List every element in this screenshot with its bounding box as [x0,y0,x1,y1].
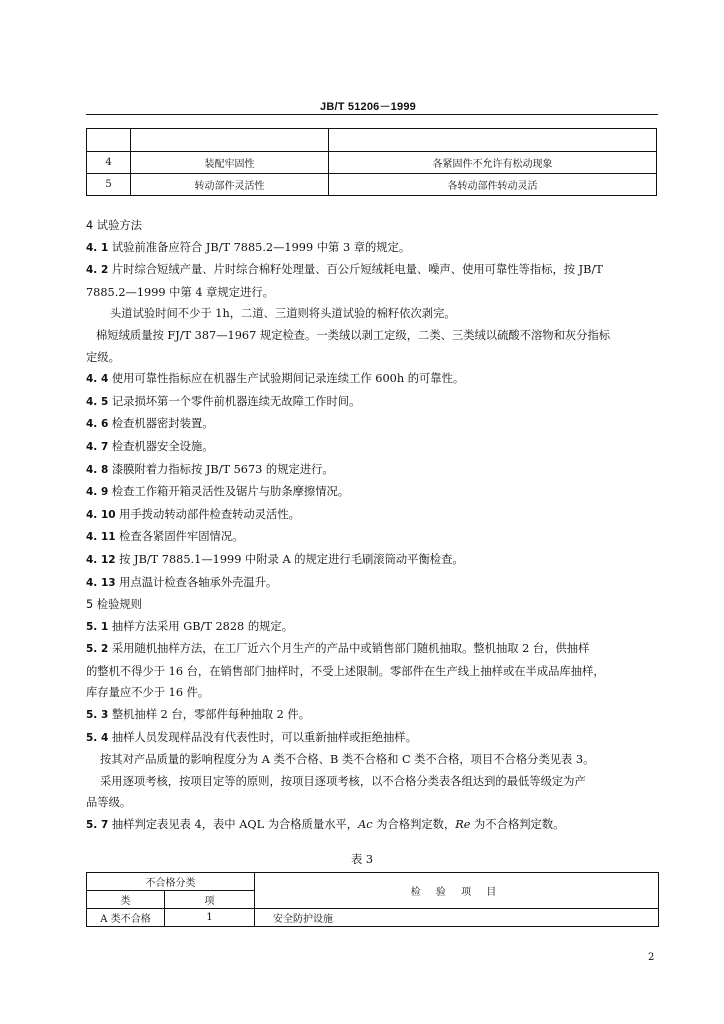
clause [86,526,660,549]
table-header-class: 类 [87,891,165,909]
paragraph [86,325,660,347]
table-cell-item: 转动部件灵活性 [131,174,329,196]
table-cell-requirement: 各紧固件不允许有松动现象 [329,152,657,174]
clause-text: 整机抽样 2 台，零部件每种抽取 2 件。 [111,708,311,722]
table-cell-check-item: 安全防护设施 [255,909,659,927]
clause [86,391,660,414]
clause-text: 抽样人员发现样品没有代表性时，可以重新抽样或拒绝抽样。 [111,730,417,744]
clause [86,704,660,727]
clause-text: 检查工作箱开箱灵活性及锯片与肋条摩擦情况。 [111,485,350,499]
clause [86,481,660,504]
section-number: 5 [86,598,94,612]
clause-number: 5. 7 [86,819,109,832]
ac-symbol: Ac [358,818,373,832]
clause-text: 为合格判定数， [372,818,456,832]
header-rule [86,114,658,115]
clause-text: 检查机器密封装置。 [111,417,214,431]
clause-continuation [86,347,660,369]
table-cell-no: 5 [87,174,131,196]
clause [86,572,660,595]
clause-number: 4. 1 [86,241,109,254]
clause-number: 5. 2 [86,643,109,656]
table-cell-no [87,129,131,152]
clause-number: 4. 10 [86,508,116,521]
table-cell-requirement [329,129,657,152]
table-cell-item [131,129,329,152]
table-cell-requirement: 各转动部件转动灵活 [329,174,657,196]
clause-number: 5. 3 [86,709,109,722]
clause-number: 4. 8 [86,463,109,476]
clause-text: 使用可靠性指标应在机器生产试验期间记录连续工作 600h 的可靠性。 [111,372,465,386]
table-row [87,152,657,174]
clause [86,368,660,391]
standard-number-header: JB/T 51206－1999 [320,101,416,113]
nonconformity-classification-table [86,872,659,927]
clause [86,459,660,482]
clause-number: 5. 1 [86,620,109,633]
table-header-row [87,873,659,891]
clause-number: 4. 6 [86,418,109,431]
table-cell-item: 装配牢固性 [131,152,329,174]
table-header-check-items: 检 验 项 目 [255,873,659,909]
section-title: 试验方法 [96,219,142,232]
table-cell-class: A 类不合格 [87,909,165,927]
clause-number: 5. 4 [86,731,109,744]
section-heading [86,215,660,237]
clause-text: 为不合格判定数。 [470,818,565,832]
clause [86,638,660,661]
clause [86,237,660,260]
section-title: 检验规则 [96,598,142,612]
clause [86,259,660,282]
clause-text: 棉短绒质量按 FJ/T 387—1967 规定检查。一类绒以剥工定级，二类、三类绒以硫酸不溶物和灰分指标 [96,328,611,342]
table-row [87,174,657,196]
section-number: 4 [86,219,94,232]
clause-number: 4. 7 [86,440,109,453]
clause-text: 采用逐项考核，按项目定等的原则，按项目逐项考核，以不合格分类表各组达到的最低等级定为产 [100,774,586,788]
clause-text: 按 JB/T 7885.1—1999 中附录 A 的规定进行毛刷滚筒动平衡检查。 [119,552,464,566]
clause-text: 用点温计检查各轴承外壳温升。 [119,575,278,589]
clause-continuation [86,282,660,304]
clause-number: 4. 11 [86,531,116,544]
clause [86,549,660,572]
body-text [86,215,660,837]
clause-number: 4. 9 [86,486,109,499]
clause-text: 用手拨动转动部件检查转动灵活性。 [119,507,300,521]
paragraph [86,771,660,793]
clause [86,727,660,750]
clause-text: 抽样判定表见表 4，表中 AQL 为合格质量水平， [111,818,359,832]
clause-text: 试验前准备应符合 JB/T 7885.2—1999 中第 3 章的规定。 [111,240,411,254]
clause-number: 4. 12 [86,553,116,566]
clause-text: 采用随机抽样方法，在工厂近六个月生产的产品中或销售部门随机抽取。整机抽取 2 台，供抽样 [111,642,590,656]
clause-continuation [86,661,660,683]
clause-number: 4. 13 [86,576,116,589]
clause [86,413,660,436]
continued-requirements-table [86,128,657,196]
clause-text: 检查机器安全设施。 [111,439,214,453]
clause [86,504,660,527]
re-symbol: Re [455,818,471,832]
table-header-item: 项 [165,891,255,909]
clause-text: 片时综合短绒产量、片时综合棉籽处理量、百公斤短绒耗电量、噪声、使用可靠性等指标，按 JB/T [111,263,603,277]
page-number: 2 [648,952,655,963]
clause-text: 按其对产品质量的影响程度分为 A 类不合格、B 类不合格和 C 类不合格，项目不合格分类见表 3。 [100,753,595,767]
clause-text: 定级。 [86,350,120,364]
table-row [87,129,657,152]
clause [86,616,660,639]
clause-text: 抽样方法采用 GB/T 2828 的规定。 [111,619,294,633]
clause-text: 头道试验时间不少于 1h，二道、三道则将头道试验的棉籽依次剥完。 [110,307,456,321]
clause-text: 7885.2—1999 中第 4 章规定进行。 [86,285,274,299]
clause [86,436,660,459]
paragraph [86,303,660,325]
clause-continuation [86,792,660,814]
clause [86,814,660,837]
section-heading [86,594,660,616]
clause-text: 库存量应不少于 16 件。 [86,686,210,700]
clause-text: 的整机不得少于 16 台，在销售部门抽样时，不受上述限制。零部件在生产线上抽样或在半成品库抽样， [86,664,605,678]
clause-number: 4. 4 [86,373,109,386]
clause-text: 记录损坏第一个零件前机器连续无故障工作时间。 [111,394,361,408]
table-cell-item: 1 [165,909,255,927]
table-caption: 表 3 [350,853,374,866]
table-header-group: 不合格分类 [87,873,255,891]
clause-text: 品等级。 [86,796,132,810]
table-cell-no: 4 [87,152,131,174]
clause-number: 4. 2 [86,264,109,277]
table-row [87,909,659,927]
clause-text: 检查各紧固件牢固情况。 [119,530,244,544]
paragraph [86,749,660,771]
clause-text: 漆膜附着力指标按 JB/T 5673 的规定进行。 [111,462,334,476]
clause-continuation [86,682,660,704]
clause-number: 4. 5 [86,395,109,408]
